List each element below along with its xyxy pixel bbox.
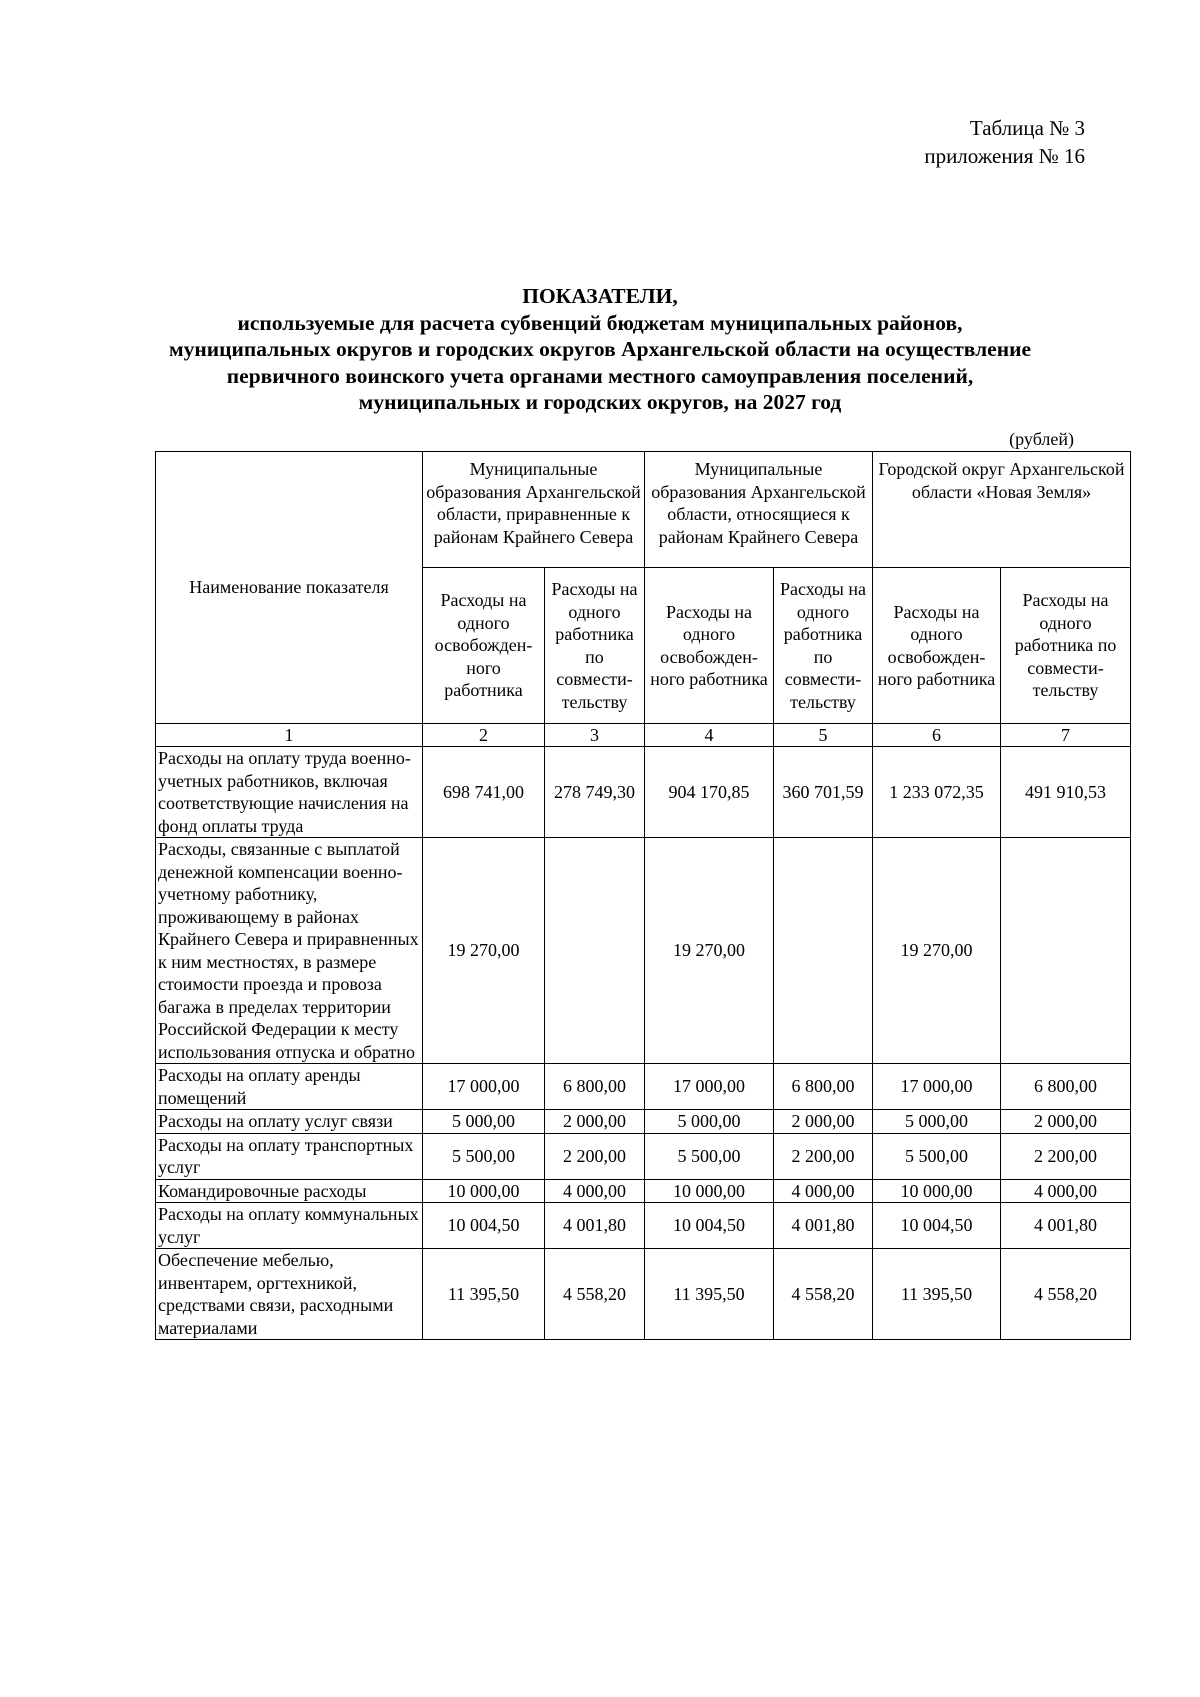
value-cell: 5 500,00 bbox=[645, 1133, 774, 1179]
title-heading: ПОКАЗАТЕЛИ, bbox=[522, 284, 678, 308]
value-cell: 19 270,00 bbox=[423, 838, 545, 1064]
value-cell: 11 395,50 bbox=[423, 1249, 545, 1340]
header-sub-released: Расходы на одного освобожден-ного работника bbox=[423, 568, 545, 724]
table-row bbox=[156, 1203, 1131, 1249]
header-sub-parttime: Расходы на одного работника по совмести-тельству bbox=[774, 568, 873, 724]
column-number: 3 bbox=[545, 724, 645, 747]
value-cell: 904 170,85 bbox=[645, 747, 774, 838]
value-cell: 4 558,20 bbox=[774, 1249, 873, 1340]
value-cell: 19 270,00 bbox=[645, 838, 774, 1064]
table-number: Таблица № 3 bbox=[969, 116, 1085, 140]
column-number: 7 bbox=[1001, 724, 1131, 747]
column-number: 6 bbox=[873, 724, 1001, 747]
value-cell: 360 701,59 bbox=[774, 747, 873, 838]
header-group-equated-north: Муниципальные образования Архангельской области, приравненные к районам Крайнего Севера bbox=[423, 452, 645, 568]
table-row bbox=[156, 1133, 1131, 1179]
value-cell: 6 800,00 bbox=[545, 1064, 645, 1110]
currency-unit: (рублей) bbox=[1009, 429, 1074, 449]
table-row bbox=[156, 747, 1131, 838]
header-sub-released: Расходы на одного освобожден-ного работника bbox=[873, 568, 1001, 724]
value-cell: 4 001,80 bbox=[1001, 1203, 1131, 1249]
value-cell: 491 910,53 bbox=[1001, 747, 1131, 838]
column-number: 4 bbox=[645, 724, 774, 747]
header-row-groups bbox=[156, 452, 1131, 568]
title-line-4: первичного воинского учета органами местного самоуправления поселений, bbox=[226, 363, 974, 388]
appendix-number: приложения № 16 bbox=[924, 144, 1085, 168]
value-cell: 4 000,00 bbox=[545, 1179, 645, 1203]
indicator-name: Расходы на оплату аренды помещений bbox=[156, 1064, 423, 1110]
value-cell bbox=[774, 838, 873, 1064]
column-number: 5 bbox=[774, 724, 873, 747]
value-cell: 17 000,00 bbox=[423, 1064, 545, 1110]
value-cell: 4 001,80 bbox=[545, 1203, 645, 1249]
column-numbers-row bbox=[156, 724, 1131, 747]
indicators-table bbox=[155, 451, 1131, 1340]
table-reference bbox=[785, 114, 1085, 170]
header-indicator-name: Наименование показателя bbox=[156, 452, 423, 724]
indicator-name: Командировочные расходы bbox=[156, 1179, 423, 1203]
value-cell: 5 000,00 bbox=[873, 1110, 1001, 1134]
value-cell: 19 270,00 bbox=[873, 838, 1001, 1064]
table-row bbox=[156, 1179, 1131, 1203]
indicator-name: Обеспечение мебелью, инвентарем, оргтехникой, средствами связи, расходными материалами bbox=[156, 1249, 423, 1340]
header-sub-parttime: Расходы на одного работника по совмести-тельству bbox=[1001, 568, 1131, 724]
value-cell: 10 000,00 bbox=[873, 1179, 1001, 1203]
indicator-name: Расходы, связанные с выплатой денежной компенсации военно-учетному работнику, проживающему в районах Крайнего Севера и приравненных к ним местностях, в размере стоимости проезда и провоза багажа в пределах территории Российской Федерации к месту использования отпуска и обратно bbox=[156, 838, 423, 1064]
value-cell: 10 004,50 bbox=[873, 1203, 1001, 1249]
value-cell: 11 395,50 bbox=[645, 1249, 774, 1340]
value-cell bbox=[545, 838, 645, 1064]
table-row bbox=[156, 1110, 1131, 1134]
value-cell: 2 200,00 bbox=[1001, 1133, 1131, 1179]
header-group-novaya-zemlya: Городской округ Архангельской области «Новая Земля» bbox=[873, 452, 1131, 568]
value-cell: 4 558,20 bbox=[545, 1249, 645, 1340]
value-cell: 11 395,50 bbox=[873, 1249, 1001, 1340]
value-cell: 6 800,00 bbox=[774, 1064, 873, 1110]
value-cell: 5 000,00 bbox=[645, 1110, 774, 1134]
value-cell: 17 000,00 bbox=[873, 1064, 1001, 1110]
header-group-far-north: Муниципальные образования Архангельской области, относящиеся к районам Крайнего Севера bbox=[645, 452, 873, 568]
value-cell: 4 000,00 bbox=[1001, 1179, 1131, 1203]
header-sub-parttime: Расходы на одного работника по совмести-тельству bbox=[545, 568, 645, 724]
table-row bbox=[156, 1249, 1131, 1340]
value-cell: 2 000,00 bbox=[774, 1110, 873, 1134]
value-cell: 4 001,80 bbox=[774, 1203, 873, 1249]
title-line-3: муниципальных округов и городских округов Архангельской области на осуществление bbox=[168, 337, 1032, 361]
title-line-5: муниципальных и городских округов, на 2027 год bbox=[358, 390, 842, 414]
value-cell bbox=[1001, 838, 1131, 1064]
value-cell: 2 200,00 bbox=[545, 1133, 645, 1179]
value-cell: 10 000,00 bbox=[645, 1179, 774, 1203]
value-cell: 1 233 072,35 bbox=[873, 747, 1001, 838]
indicator-name: Расходы на оплату услуг связи bbox=[156, 1110, 423, 1134]
value-cell: 4 000,00 bbox=[774, 1179, 873, 1203]
indicator-name: Расходы на оплату транспортных услуг bbox=[156, 1133, 423, 1179]
value-cell: 10 004,50 bbox=[645, 1203, 774, 1249]
value-cell: 5 000,00 bbox=[423, 1110, 545, 1134]
value-cell: 4 558,20 bbox=[1001, 1249, 1131, 1340]
table-row bbox=[156, 1064, 1131, 1110]
indicator-name: Расходы на оплату труда военно-учетных работников, включая соответствующие начисления на фонд оплаты труда bbox=[156, 747, 423, 838]
value-cell: 698 741,00 bbox=[423, 747, 545, 838]
value-cell: 278 749,30 bbox=[545, 747, 645, 838]
value-cell: 6 800,00 bbox=[1001, 1064, 1131, 1110]
value-cell: 10 000,00 bbox=[423, 1179, 545, 1203]
document-title bbox=[140, 283, 1060, 416]
column-number: 2 bbox=[423, 724, 545, 747]
value-cell: 2 200,00 bbox=[774, 1133, 873, 1179]
column-number: 1 bbox=[156, 724, 423, 747]
table-row bbox=[156, 838, 1131, 1064]
value-cell: 17 000,00 bbox=[645, 1064, 774, 1110]
value-cell: 5 500,00 bbox=[873, 1133, 1001, 1179]
value-cell: 2 000,00 bbox=[1001, 1110, 1131, 1134]
indicator-name: Расходы на оплату коммунальных услуг bbox=[156, 1203, 423, 1249]
value-cell: 10 004,50 bbox=[423, 1203, 545, 1249]
value-cell: 2 000,00 bbox=[545, 1110, 645, 1134]
title-line-2: используемые для расчета субвенций бюджетам муниципальных районов, bbox=[237, 310, 963, 335]
header-sub-released: Расходы на одного освобожден-ного работника bbox=[645, 568, 774, 724]
value-cell: 5 500,00 bbox=[423, 1133, 545, 1179]
